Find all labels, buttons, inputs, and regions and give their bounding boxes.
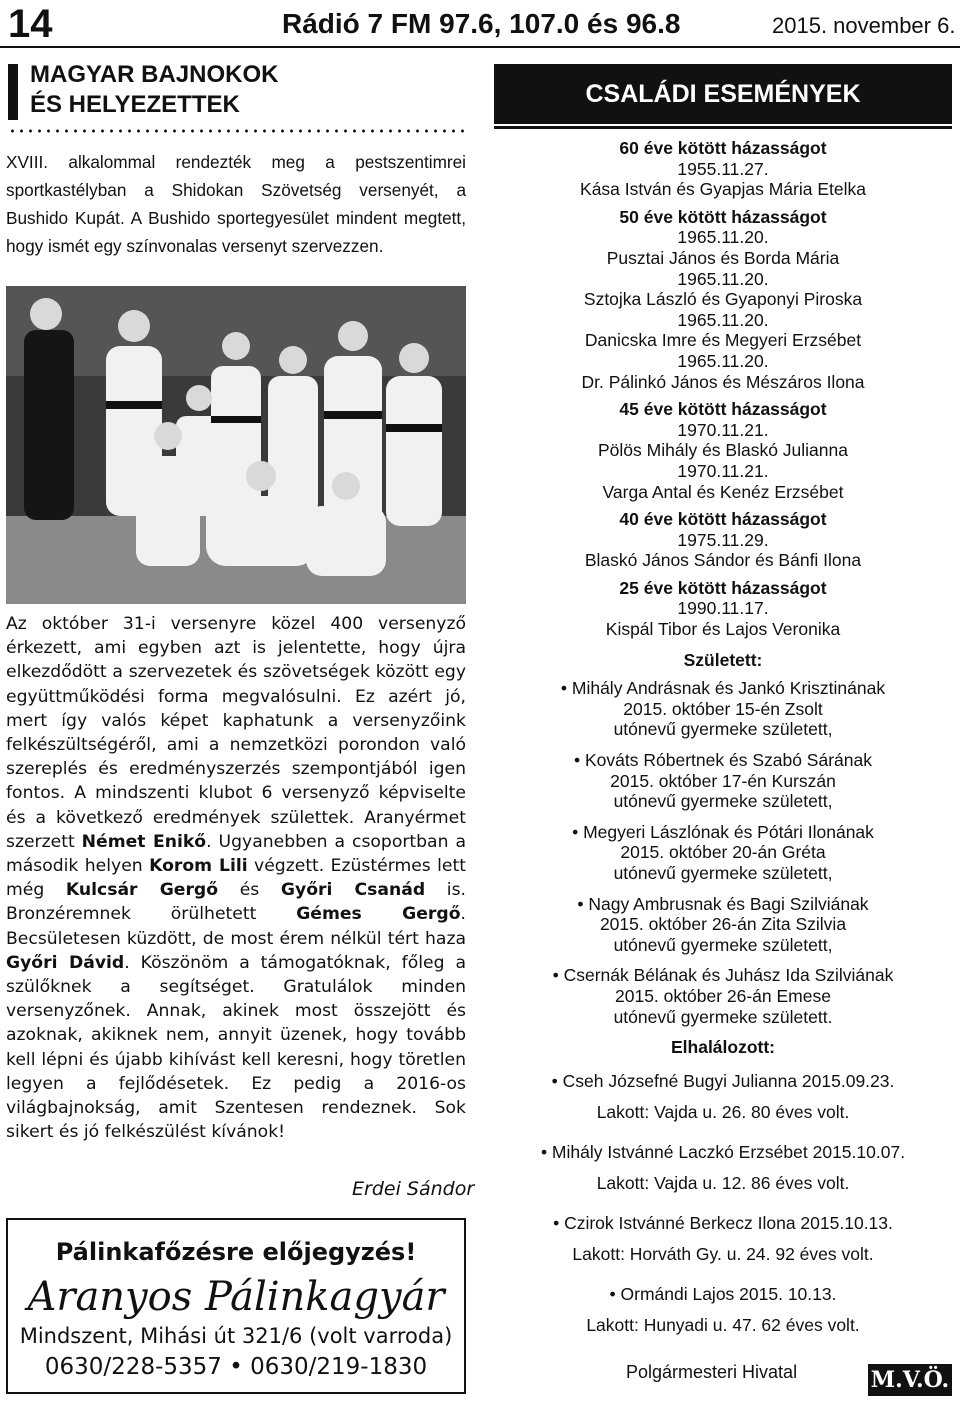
- family-events-header: CSALÁDI ESEMÉNYEK: [494, 64, 952, 124]
- birth-date-name: 2015. október 20-án Gréta: [620, 842, 826, 863]
- body-part: végzett. Ezüstérmes lett még: [6, 856, 466, 901]
- athlete-name: Gémes Gergő: [296, 904, 461, 925]
- anniversary-date: 1955.11.27.: [677, 158, 769, 179]
- births-title: Született:: [683, 649, 763, 670]
- birth-parents: • Mihály Andrásnak és Jankó Krisztinának: [560, 678, 886, 699]
- article-title-line2: ÉS HELYEZETTEK: [30, 91, 240, 118]
- page-number: 14: [8, 2, 53, 46]
- body-part: is. Bronzéremnek örülhetett: [6, 880, 466, 925]
- ad-phone-numbers: 0630/228-5357 • 0630/219-1830: [44, 1354, 428, 1380]
- anniversary-date: 1975.11.29.: [677, 529, 769, 550]
- death-name-date: • Czirok Istvánné Berkecz Ilona 2015.10.13.: [553, 1212, 893, 1233]
- ad-headline: Pálinkafőzésre előjegyzés!: [55, 1238, 417, 1266]
- death-entry: [494, 1137, 952, 1199]
- death-residence: Lakott: Horváth Gy. u. 24. 92 éves volt.: [572, 1243, 874, 1264]
- ad-brand-name: Aranyos Pálinkagyár: [27, 1274, 445, 1320]
- athlete-name: Győri Dávid: [6, 952, 125, 973]
- anniversary-date: 1965.11.20.: [677, 227, 769, 248]
- athlete-name: Kulcsár Gergő: [65, 880, 219, 901]
- anniversary-date: 1965.11.20.: [677, 268, 769, 289]
- article-title-line1: MAGYAR BAJNOKOK: [30, 61, 279, 88]
- mayors-office-signature: Polgármesteri Hivatal: [626, 1362, 798, 1382]
- birth-parents: • Megyeri Lászlónak és Pótári Ilonának: [572, 821, 874, 842]
- birth-note: utónevű gyermeke született,: [613, 934, 833, 955]
- article-author: Erdei Sándor: [352, 1178, 475, 1200]
- anniversary-couple: Pölös Mihály és Blaskó Julianna: [598, 440, 848, 461]
- death-entry: [494, 1279, 952, 1341]
- birth-entry: [494, 965, 952, 1027]
- radio-frequencies: Rádió 7 FM 97.6, 107.0 és 96.8: [282, 8, 681, 39]
- anniversary-couple: Varga Antal és Kenéz Erzsébet: [602, 481, 844, 502]
- birth-note: utónevű gyermeke született.: [613, 1006, 833, 1027]
- karate-team-photo: [6, 286, 466, 604]
- mvo-logo: M.V.Ö.: [868, 1364, 952, 1396]
- article-body: [6, 612, 466, 1144]
- anniversary-couple: Pusztai János és Borda Mária: [606, 247, 840, 268]
- body-part: és: [218, 880, 281, 901]
- athlete-name: Győri Csanád: [280, 880, 426, 901]
- death-residence: Lakott: Vajda u. 26. 80 éves volt.: [596, 1101, 850, 1122]
- death-entry: [494, 1066, 952, 1128]
- death-residence: Lakott: Hunyadi u. 47. 62 éves volt.: [586, 1314, 860, 1335]
- issue-date: 2015. november 6.: [772, 13, 956, 38]
- birth-note: utónevű gyermeke született,: [613, 791, 833, 812]
- anniversary-date: 1965.11.20.: [677, 350, 769, 371]
- anniversary-couple: Sztojka László és Gyaponyi Piroska: [583, 289, 863, 310]
- birth-entry: [494, 894, 952, 956]
- birth-parents: • Kováts Róbertnek és Szabó Sárának: [574, 750, 872, 771]
- body-part: . Becsületesen küzdött, de most érem nélkül tért haza: [6, 904, 466, 949]
- anniversary-date: 1990.11.17.: [677, 598, 769, 619]
- section-marker-bar: [8, 64, 18, 120]
- anniversary-60-title: 60 éve kötött házasságot: [619, 138, 827, 158]
- anniversary-couple: Danicska Imre és Megyeri Erzsébet: [584, 330, 862, 351]
- anniversary-date: 1970.11.21.: [677, 419, 769, 440]
- article-title: [30, 60, 450, 120]
- anniversary-couple: Kása István és Gyapjas Mária Etelka: [580, 179, 866, 200]
- birth-note: utónevű gyermeke született,: [613, 719, 833, 740]
- anniversary-date: 1965.11.20.: [677, 309, 769, 330]
- birth-entry: [494, 822, 952, 884]
- team-photo-illustration: [6, 286, 466, 604]
- athlete-name: Korom Lili: [149, 856, 248, 877]
- death-entry: [494, 1208, 952, 1270]
- header-rule: [0, 46, 960, 48]
- anniversary-50-title: 50 éve kötött házasságot: [619, 206, 827, 227]
- death-name-date: • Ormándi Lajos 2015. 10.13.: [609, 1283, 837, 1304]
- athlete-name: Német Enikő: [81, 831, 207, 852]
- ad-address: Mindszent, Mihási út 321/6 (volt varroda): [19, 1324, 453, 1348]
- anniversary-couple: Dr. Pálinkó János és Mészáros Ilona: [581, 371, 865, 392]
- anniversary-40-title: 40 éve kötött házasságot: [619, 509, 827, 530]
- anniversary-25-title: 25 éve kötött házasságot: [619, 577, 827, 598]
- birth-date-name: 2015. október 26-án Zita Szilvia: [599, 914, 847, 935]
- deaths-title: Elhalálozott:: [670, 1037, 776, 1058]
- article-intro: XVIII. alkalommal rendezték meg a pestszentimrei sportkastélyban a Shidokan Szövetség versenyét, a Bushido Kupát. A Bushido sportegyesület mindent megtett, hogy ismét egy színvonalas versenyt szervezzen.: [6, 152, 466, 256]
- death-name-date: • Mihály Istvánné Laczkó Erzsébet 2015.10.07.: [540, 1141, 906, 1162]
- body-part: Az október 31-i versenyre közel 400 versenyző érkezett, ami egyben azt is jelentette, hogy újra elkezdődött a szervezetek és szövetségek között egy együttműködési forma megvalósulni. Ez azért jó, mert így valós képet kaphatunk a versenyzőink felkészültségéről, ami a nemzetközi porondon való szereplés és eredményszerzés szempontjából igen fontos. A mindszenti klubot 6 versenyző képviselte és a következő eredmények születtek. Aranyérmet szerzett: [6, 614, 466, 852]
- birth-date-name: 2015. október 17-én Kurszán: [610, 770, 836, 791]
- body-part: . Ugyanebben a csoportban a második helyen: [6, 831, 466, 877]
- death-name-date: • Cseh Józsefné Bugyi Julianna 2015.09.23.: [551, 1070, 895, 1091]
- birth-entry: [494, 678, 952, 740]
- body-part: . Köszönöm a támogatóknak, főleg a szülőknek a segítséget. Gratulálok minden versenyzőnek. Annak, akinek most összejött és azoknak, akiknek nem, annyit üzenek, hogy tovább kell lépni és újabb kihívást kell keresni, hogy töretlen legyen a fejlődésetek. Ez pedig a 2016-os világbajnokság, amit Szentesen rendeznek. Sok sikert és jó felkészülést kívánok!: [6, 952, 466, 1143]
- birth-parents: • Nagy Ambrusnak és Bagi Szilviának: [577, 893, 869, 914]
- anniversary-date: 1970.11.21.: [677, 460, 769, 481]
- anniversary-couple: Kispál Tibor és Lajos Veronika: [605, 619, 841, 640]
- palinka-advertisement: [6, 1218, 466, 1394]
- anniversary-couple: Blaskó János Sándor és Bánfi Ilona: [584, 550, 862, 571]
- death-residence: Lakott: Vajda u. 12. 86 éves volt.: [596, 1172, 850, 1193]
- birth-entry: [494, 750, 952, 812]
- dotted-divider: [8, 128, 468, 134]
- birth-note: utónevű gyermeke született,: [613, 863, 833, 883]
- birth-parents: • Csernák Bélának és Juhász Ida Szilviának: [552, 965, 894, 986]
- anniversary-45-title: 45 éve kötött házasságot: [619, 399, 827, 420]
- family-events-rule: [494, 126, 952, 129]
- birth-date-name: 2015. október 15-én Zsolt: [623, 698, 823, 719]
- family-events-list: [494, 138, 952, 1350]
- birth-date-name: 2015. október 26-án Emese: [615, 985, 831, 1006]
